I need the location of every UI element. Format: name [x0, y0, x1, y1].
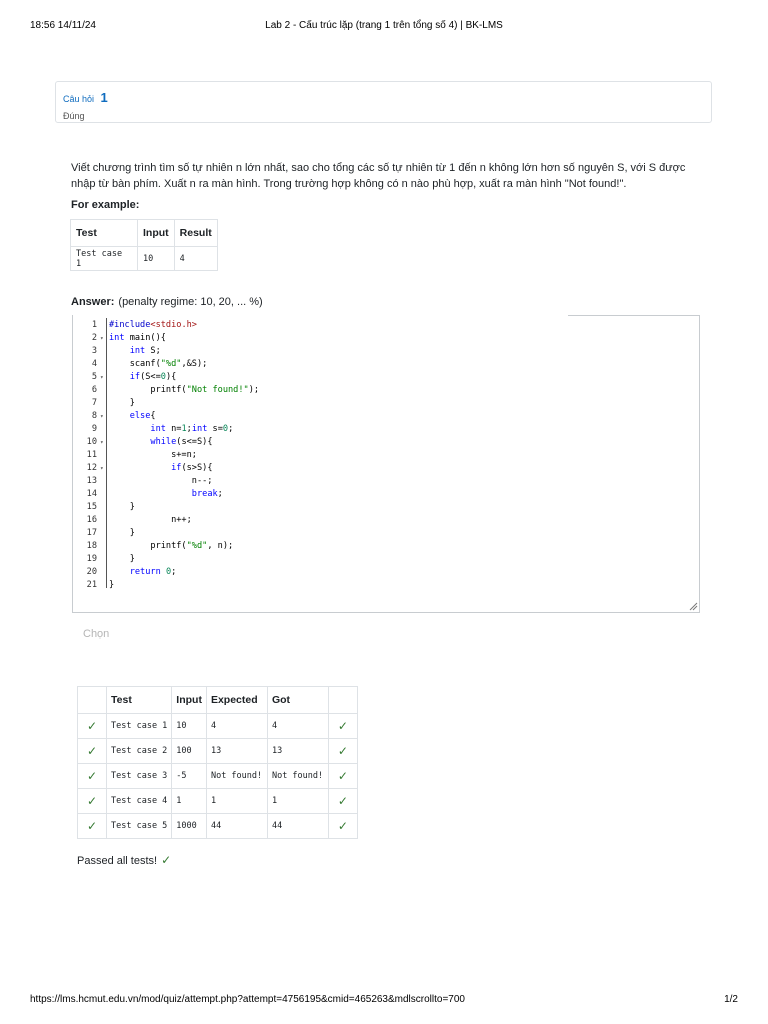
code-text: }: [109, 502, 135, 512]
line-number: 7: [91, 398, 97, 408]
line-number: 16: [86, 515, 97, 525]
example-cell-test: Test case 1: [71, 247, 138, 271]
got-cell: Not found!: [267, 764, 328, 789]
pass-cell: [328, 814, 357, 839]
code-text: if(S<=0){: [129, 372, 177, 382]
code-editor[interactable]: [72, 315, 700, 613]
status-cell: [78, 764, 107, 789]
code-line[interactable]: [73, 579, 673, 592]
code-text: }: [109, 528, 135, 538]
code-text: printf("Not found!");: [109, 385, 260, 395]
code-line[interactable]: [73, 475, 673, 488]
example-cell-result: 4: [174, 247, 217, 271]
line-number: 3: [91, 346, 97, 356]
code-line[interactable]: [73, 553, 673, 566]
test-cell: Test case 4: [107, 789, 172, 814]
status-cell: [78, 814, 107, 839]
code-line[interactable]: [73, 397, 673, 410]
fold-arrow-icon[interactable]: ▾: [100, 374, 104, 381]
code-line[interactable]: [73, 423, 673, 436]
line-number: 5: [91, 372, 97, 382]
got-cell: 44: [267, 814, 328, 839]
print-url: https://lms.hcmut.edu.vn/mod/quiz/attempt.php?attempt=4756195&cmid=465263&mdlscrollto=700: [30, 994, 465, 1005]
check-icon: ✓: [86, 719, 98, 733]
expected-cell: Not found!: [206, 764, 267, 789]
check-icon: ✓: [337, 719, 348, 733]
test-cell: Test case 5: [107, 814, 172, 839]
check-icon: ✓: [161, 853, 172, 867]
code-text: }: [109, 554, 135, 564]
code-line[interactable]: [73, 358, 673, 371]
code-line[interactable]: [73, 332, 673, 345]
code-text: }: [109, 580, 115, 590]
input-cell: -5: [172, 764, 207, 789]
code-line[interactable]: [73, 540, 673, 553]
print-page-title: Lab 2 - Cấu trúc lặp (trang 1 trên tổng số 4) | BK-LMS: [265, 20, 503, 31]
code-line[interactable]: [73, 488, 673, 501]
summary-text: Passed all tests!: [77, 855, 158, 867]
code-text: }: [109, 398, 135, 408]
question-text: Viết chương trình tìm số tự nhiên n lớn nhất, sao cho tổng các số tự nhiên từ 1 đến n không lớn hơn số nguyên S, với S được nhập từ bàn phím. Xuất n ra màn hình. Trong trường hợp không có n nào phù hợp, xuất ra màn hình "Not found!".: [71, 162, 686, 190]
code-line[interactable]: [73, 384, 673, 397]
got-cell: 1: [267, 789, 328, 814]
status-cell: [78, 789, 107, 814]
question-label: Câu hỏi: [63, 94, 95, 104]
pass-cell: [328, 739, 357, 764]
code-text: printf("%d", n);: [109, 541, 234, 551]
line-number: 6: [91, 385, 97, 395]
check-icon: ✓: [337, 744, 348, 758]
example-heading: For example:: [71, 199, 140, 211]
line-number: 8: [91, 411, 97, 421]
got-cell: 4: [267, 714, 328, 739]
code-text: break;: [191, 489, 223, 499]
check-icon: ✓: [86, 819, 98, 833]
code-text: while(s<=S){: [150, 437, 213, 447]
penalty-regime: (penalty regime: 10, 20, ... %): [118, 296, 263, 308]
check-icon: ✓: [86, 744, 98, 758]
line-number: 15: [86, 502, 97, 512]
results-row: [78, 764, 358, 789]
code-line[interactable]: [73, 514, 673, 527]
code-text: scanf("%d",&S);: [109, 359, 208, 369]
line-number: 17: [86, 528, 97, 538]
fold-arrow-icon[interactable]: ▾: [100, 465, 104, 472]
input-cell: 1000: [172, 814, 207, 839]
line-number: 12: [86, 463, 97, 473]
question-number: 1: [100, 90, 108, 105]
line-number: 20: [86, 567, 97, 577]
got-cell: 13: [267, 739, 328, 764]
answer-title: Answer:: [71, 296, 115, 308]
line-number: 9: [91, 424, 97, 434]
print-footer: [30, 994, 738, 1008]
code-text: if(s>S){: [171, 463, 213, 473]
code-text: else{: [129, 411, 156, 421]
code-line[interactable]: [73, 345, 673, 358]
results-row: [78, 739, 358, 764]
results-header-status: [78, 687, 107, 714]
code-text: int n=1;int s=0;: [150, 424, 234, 434]
check-icon: ✓: [337, 819, 348, 833]
pass-cell: [328, 789, 357, 814]
line-number: 10: [86, 437, 97, 447]
line-number: 11: [86, 450, 97, 460]
example-cell-input: 10: [138, 247, 175, 271]
check-icon: ✓: [337, 794, 348, 808]
expected-cell: 44: [206, 814, 267, 839]
results-header-expected: Expected: [206, 687, 267, 714]
line-number: 1: [91, 320, 97, 330]
test-cell: Test case 2: [107, 739, 172, 764]
check-button[interactable]: Chọn: [83, 628, 110, 640]
expected-cell: 4: [206, 714, 267, 739]
answer-label: [71, 296, 263, 308]
results-table: [77, 686, 358, 839]
code-text: int main(){: [109, 333, 166, 343]
code-text: n--;: [109, 476, 213, 486]
code-line[interactable]: [73, 371, 673, 384]
code-text: n++;: [109, 515, 192, 525]
pass-cell: [328, 764, 357, 789]
status-cell: [78, 714, 107, 739]
code-line[interactable]: [73, 410, 673, 423]
results-header-input: Input: [172, 687, 207, 714]
line-number: 2: [91, 333, 97, 343]
code-line[interactable]: [73, 501, 673, 514]
check-icon: ✓: [337, 769, 348, 783]
code-line[interactable]: [73, 436, 673, 449]
code-line[interactable]: [73, 319, 673, 332]
code-text: #include<stdio.h>: [109, 320, 197, 330]
status-cell: [78, 739, 107, 764]
example-header-result: Result: [174, 220, 217, 247]
check-icon: ✓: [86, 794, 98, 808]
fold-arrow-icon[interactable]: ▾: [100, 335, 104, 342]
example-header-test: Test: [71, 220, 138, 247]
fold-arrow-icon[interactable]: ▾: [100, 439, 104, 446]
print-header: [30, 20, 738, 34]
test-cell: Test case 3: [107, 764, 172, 789]
code-text: int S;: [129, 346, 161, 356]
example-table: [70, 219, 218, 271]
line-number: 13: [86, 476, 97, 486]
results-header-test: Test: [107, 687, 172, 714]
results-row: [78, 789, 358, 814]
code-line[interactable]: [73, 566, 673, 579]
check-icon: ✓: [86, 769, 98, 783]
input-cell: 100: [172, 739, 207, 764]
code-line[interactable]: [73, 527, 673, 540]
line-number: 19: [86, 554, 97, 564]
code-line[interactable]: [73, 462, 673, 475]
code-text: s+=n;: [109, 450, 197, 460]
results-header-pass: [328, 687, 357, 714]
line-number: 14: [86, 489, 97, 499]
code-text: return 0;: [129, 567, 177, 577]
example-header-row: [71, 220, 218, 247]
line-number: 21: [86, 580, 97, 590]
resize-handle-icon[interactable]: [689, 602, 698, 611]
example-row: [71, 247, 218, 271]
input-cell: 1: [172, 789, 207, 814]
expected-cell: 13: [206, 739, 267, 764]
fold-arrow-icon[interactable]: ▾: [100, 413, 104, 420]
print-page-number: 1/2: [724, 994, 738, 1005]
results-row: [78, 714, 358, 739]
input-cell: 10: [172, 714, 207, 739]
expected-cell: 1: [206, 789, 267, 814]
test-cell: Test case 1: [107, 714, 172, 739]
test-summary: [77, 853, 171, 867]
print-datetime: 18:56 14/11/24: [30, 20, 96, 31]
results-row: [78, 814, 358, 839]
pass-cell: [328, 714, 357, 739]
results-header-row: [78, 687, 358, 714]
code-line[interactable]: [73, 449, 673, 462]
line-number: 18: [86, 541, 97, 551]
question-info-box: [55, 81, 712, 123]
results-header-got: Got: [267, 687, 328, 714]
question-state: Đúng: [63, 111, 85, 121]
editor-top-edge: [73, 315, 568, 317]
example-header-input: Input: [138, 220, 175, 247]
line-number: 4: [91, 359, 97, 369]
